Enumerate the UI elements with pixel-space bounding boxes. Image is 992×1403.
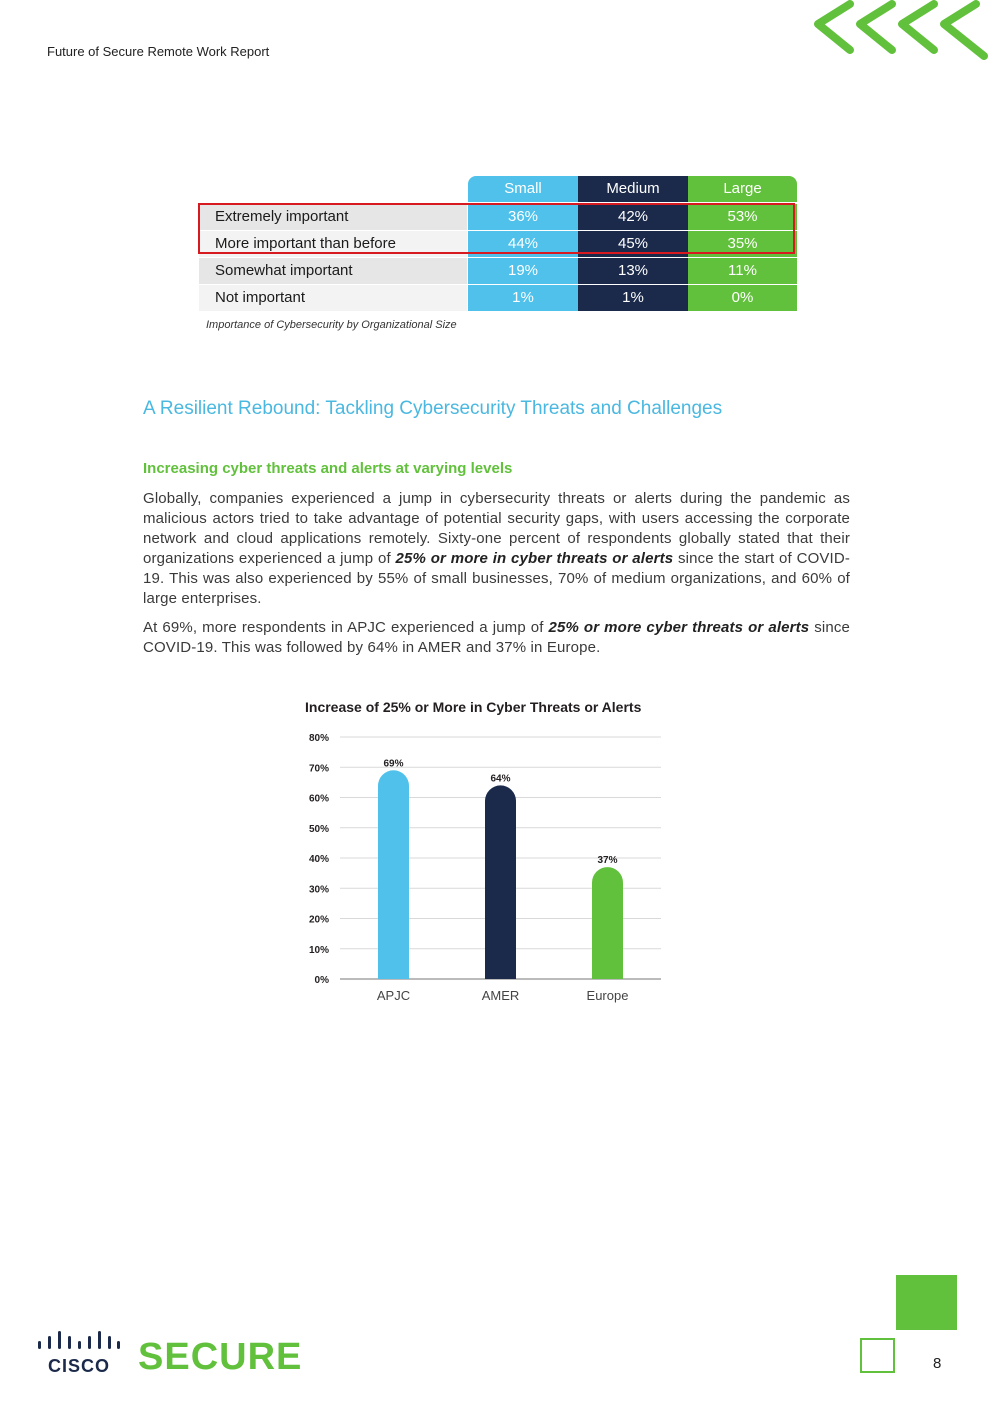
secure-wordmark: SECURE — [138, 1336, 303, 1378]
row-label: Somewhat important — [199, 258, 467, 284]
column-header-small: Small — [468, 176, 578, 202]
table-caption: Importance of Cybersecurity by Organizational Size — [206, 319, 457, 331]
y-tick-label: 80% — [308, 733, 329, 744]
chart-title: Increase of 25% or More in Cyber Threats or Alerts — [305, 699, 642, 715]
paragraph-text: since COVID-19. This was followed by 64% in AMER and 37% in Europe. — [143, 619, 850, 656]
section-heading: A Resilient Rebound: Tackling Cybersecurity Threats and Challenges — [143, 398, 723, 419]
column-header-large: Large — [688, 176, 797, 202]
data-label: 64% — [490, 773, 511, 785]
emphasis-text: 25% or more in cyber threats or alerts — [395, 550, 674, 567]
data-label: 69% — [383, 758, 404, 770]
bar-europe — [592, 867, 623, 979]
green-square-decoration — [896, 1275, 957, 1330]
bar-chart — [300, 695, 670, 1015]
cell-medium: 45% — [578, 231, 688, 257]
cell-small: 19% — [468, 258, 578, 284]
cell-large: 11% — [688, 258, 797, 284]
chevron-decoration-icon — [808, 0, 992, 60]
cell-large: 53% — [688, 204, 797, 230]
outline-square-decoration — [860, 1338, 895, 1373]
x-tick-label: Europe — [586, 988, 629, 1003]
paragraph-text: Globally, companies experienced a jump in cybersecurity threats or alerts during the pandemic as malicious actors tried to take advantage of potential security gaps, with users accessing the corporate network and cloud applications remotely. Sixty-one percent of respondents globally stated that their organizations experienced a jump of — [143, 490, 850, 567]
y-tick-label: 60% — [308, 793, 329, 805]
highlight-box — [198, 203, 795, 254]
y-tick-label: 40% — [308, 854, 329, 865]
y-tick-label: 70% — [308, 763, 329, 775]
y-tick-label: 10% — [308, 944, 329, 956]
y-tick-label: 0% — [314, 975, 329, 986]
y-tick-label: 30% — [308, 884, 329, 896]
bar-apjc — [378, 770, 409, 979]
x-tick-label: AMER — [481, 988, 520, 1003]
body-paragraph — [143, 618, 850, 658]
y-tick-label: 50% — [308, 823, 329, 835]
report-title: Future of Secure Remote Work Report — [47, 44, 270, 59]
page-number: 8 — [933, 1355, 942, 1372]
bar-amer — [485, 785, 516, 979]
x-tick-label: APJC — [376, 988, 411, 1003]
cell-small: 44% — [468, 231, 578, 257]
row-label: More important than before — [199, 231, 467, 257]
table-header-row — [199, 176, 797, 202]
cell-large: 0% — [688, 285, 797, 311]
body-paragraph — [143, 489, 850, 609]
row-label: Extremely important — [199, 204, 467, 230]
cell-medium: 1% — [578, 285, 688, 311]
cell-small: 1% — [468, 285, 578, 311]
data-label: 37% — [597, 855, 618, 867]
table-row — [199, 257, 797, 284]
y-tick-label: 20% — [308, 914, 329, 926]
table-row — [199, 284, 797, 311]
row-label: Not important — [199, 285, 467, 311]
paragraph-text: since the start of COVID-19. This was also experienced by 55% of small businesses, 70% of medium organizations, and 60% of large enterprises. — [143, 550, 850, 607]
cell-medium: 13% — [578, 258, 688, 284]
cell-large: 35% — [688, 231, 797, 257]
cell-small: 36% — [468, 204, 578, 230]
emphasis-text: 25% or more cyber threats or alerts — [548, 619, 810, 636]
cell-medium: 42% — [578, 204, 688, 230]
sub-heading: Increasing cyber threats and alerts at varying levels — [143, 460, 513, 477]
column-header-medium: Medium — [578, 176, 688, 202]
paragraph-text: At 69%, more respondents in APJC experienced a jump of — [143, 619, 549, 636]
cisco-logo — [36, 1328, 122, 1376]
cisco-logo-text: CISCO — [47, 1356, 111, 1376]
